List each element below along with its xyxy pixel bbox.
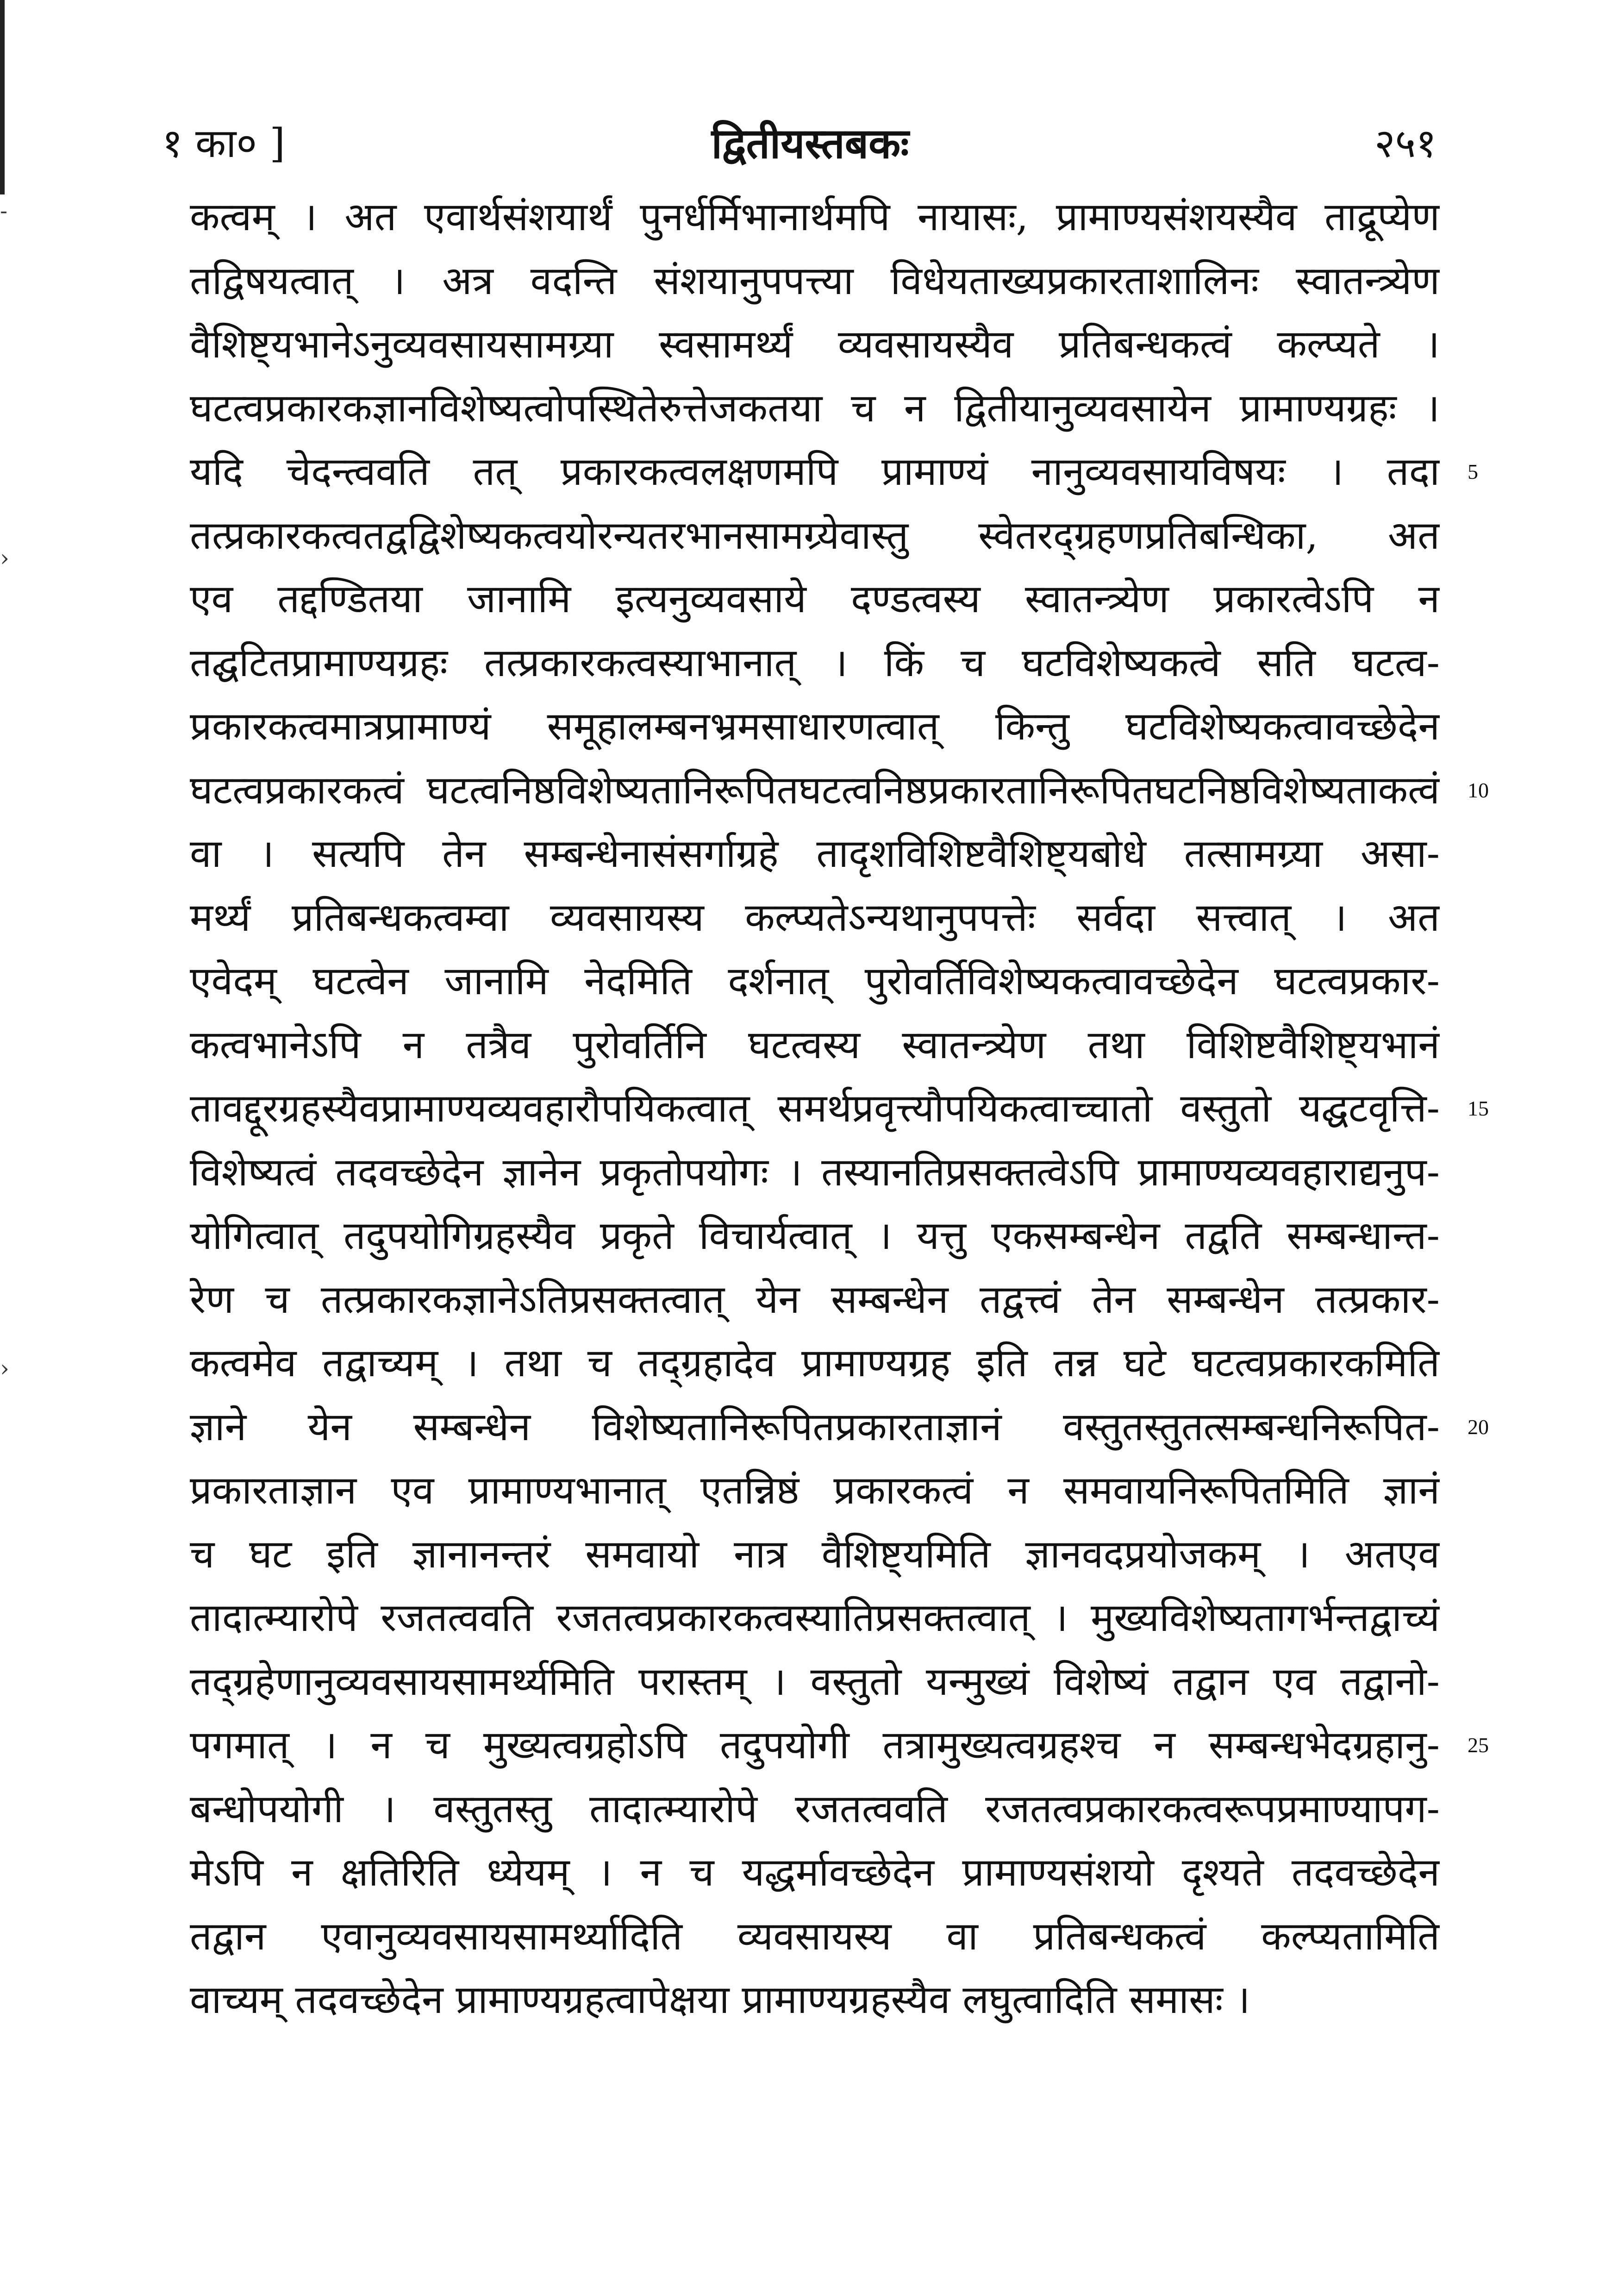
line-number: 20 (1468, 1415, 1489, 1439)
header-chapter-title: द्वितीयस्तबकः (711, 119, 909, 168)
text-line: कत्वभानेऽपि न तत्रैव पुरोवर्तिनि घटत्वस्य स्वातन्त्र्येण तथा विशिष्टवैशिष्ट्यभानं (190, 1022, 1440, 1067)
text-line: वैशिष्ट्यभानेऽनुव्यवसायसामग्र्या स्वसामर्थ्यं व्यवसायस्यैव प्रतिबन्धकत्वं कल्प्यते । (190, 321, 1440, 367)
line-number: 25 (1468, 1733, 1489, 1757)
body-text (190, 185, 1440, 2032)
text-line: वाच्यम् तदवच्छेदेन प्रामाण्यग्रहत्वापेक्षया प्रामाण्यग्रहस्यैव लघुत्वादिति समासः । (190, 1977, 1250, 2022)
text-line: प्रकारताज्ञान एव प्रामाण्यभानात् एतन्निष्ठं प्रकारकत्वं न समवायनिरूपितमिति ज्ञानं (190, 1467, 1440, 1513)
text-line: तावद्दूरग्रहस्यैवप्रामाण्यव्यवहारौपयिकत्वात् समर्थप्रवृत्त्यौपयिकत्वाच्चातो वस्तुतो यद्घटवृत्ति- (190, 1085, 1440, 1131)
page-header (0, 116, 1624, 176)
text-line: घटत्वप्रकारकत्वं घटत्वनिष्ठविशेष्यतानिरूपितघटत्वनिष्ठप्रकारतानिरूपितघटनिष्ठविशेष्यताकत्वं (190, 767, 1440, 813)
margin-mark: › (0, 545, 9, 571)
text-line: कत्वमेव तद्वाच्यम् । तथा च तद्ग्रहादेव प्रामाण्यग्रह इति तन्न घटे घटत्वप्रकारकमिति (190, 1340, 1440, 1385)
text-line: एव तद्दण्डितया जानामि इत्यनुव्यवसाये दण्डत्वस्य स्वातन्त्र्येण प्रकारत्वेऽपि न (190, 576, 1440, 621)
text-line: मेऽपि न क्षतिरिति ध्येयम् । न च यद्धर्मावच्छेदेन प्रामाण्यसंशयो दृश्यते तदवच्छेदेन (190, 1849, 1440, 1895)
text-line: तद्विषयत्वात् । अत्र वदन्ति संशयानुपपत्त्या विधेयताख्यप्रकारताशालिनः स्वातन्त्र्येण (190, 257, 1440, 303)
margin-mark: ˗ (0, 197, 8, 224)
text-line: एवेदम् घटत्वेन जानामि नेदमिति दर्शनात् पुरोवर्तिविशेष्यकत्वावच्छेदेन घटत्वप्रकार- (190, 958, 1440, 1003)
text-line: प्रकारकत्वमात्रप्रामाण्यं समूहालम्बनभ्रमसाधारणत्वात् किन्तु घटविशेष्यकत्वावच्छेदेन (190, 703, 1440, 749)
page-number: २५१ (1374, 120, 1437, 167)
text-line: मर्थ्यं प्रतिबन्धकत्वम्वा व्यवसायस्य कल्प्यतेऽन्यथानुपपत्तेः सर्वदा सत्त्वात् । अत (190, 894, 1440, 940)
text-line: तत्प्रकारकत्वतद्वद्विशेष्यकत्वयोरन्यतरभानसामग्र्येवास्तु स्वेतरद्ग्रहणप्रतिबन्धिका, अत (190, 512, 1440, 558)
text-line: तद्घटितप्रामाण्यग्रहः तत्प्रकारकत्वस्याभानात् । किं च घटविशेष्यकत्वे सति घटत्व- (190, 639, 1440, 685)
text-line: तद्वान एवानुव्यवसायसामर्थ्यादिति व्यवसायस्य वा प्रतिबन्धकत्वं कल्प्यतामिति (190, 1913, 1440, 1959)
text-line: वा । सत्यपि तेन सम्बन्धेनासंसर्गाग्रहे तादृशविशिष्टवैशिष्ट्यबोधे तत्सामग्र्या असा- (190, 831, 1440, 876)
line-number: 15 (1468, 1097, 1489, 1120)
text-line: विशेष्यत्वं तदवच्छेदेन ज्ञानेन प्रकृतोपयोगः । तस्यानतिप्रसक्तत्वेऽपि प्रामाण्यव्यवहाराद्यनुप- (190, 1149, 1440, 1195)
text-line: योगित्वात् तदुपयोगिग्रहस्यैव प्रकृते विचार्यत्वात् । यत्तु एकसम्बन्धेन तद्वति सम्बन्धान्त- (190, 1213, 1440, 1258)
line-number: 10 (1468, 778, 1489, 802)
margin-mark: › (0, 1355, 9, 1382)
text-line: यदि चेदन्त्ववति तत् प्रकारकत्वलक्षणमपि प्रामाण्यं नानुव्यवसायविषयः । तदा (190, 449, 1440, 494)
text-line: ज्ञाने येन सम्बन्धेन विशेष्यतानिरूपितप्रकारताज्ञानं वस्तुतस्तुतत्सम्बन्धनिरूपित- (190, 1404, 1440, 1449)
text-line: रेण च तत्प्रकारकज्ञानेऽतिप्रसक्तत्वात् येन सम्बन्धेन तद्वत्त्वं तेन सम्बन्धेन तत्प्रकार- (190, 1276, 1440, 1322)
header-section-ref: १ का० ] (162, 120, 285, 167)
text-line: तादात्म्यारोपे रजतत्ववति रजतत्वप्रकारकत्वस्यातिप्रसक्तत्वात् । मुख्यविशेष्यतागर्भन्तद्वाच्यं (190, 1595, 1440, 1640)
text-line: तद्ग्रहेणानुव्यवसायसामर्थ्यमिति परास्तम् । वस्तुतो यन्मुख्यं विशेष्यं तद्वान एव तद्वानो- (190, 1658, 1440, 1704)
line-number: 5 (1468, 460, 1478, 483)
text-line: घटत्वप्रकारकज्ञानविशेष्यत्वोपस्थितेरुत्तेजकतया च न द्वितीयानुव्यवसायेन प्रामाण्यग्रहः । (190, 385, 1440, 431)
text-line: च घट इति ज्ञानानन्तरं समवायो नात्र वैशिष्ट्यमिति ज्ञानवदप्रयोजकम् । अतएव (190, 1531, 1440, 1577)
text-line: पगमात् । न च मुख्यत्वग्रहोऽपि तदुपयोगी तत्रामुख्यत्वग्रहश्च न सम्बन्धभेदग्रहानु- (190, 1722, 1440, 1768)
text-line: कत्वम् । अत एवार्थसंशयार्थं पुनर्धर्मिभानार्थमपि नायासः, प्रामाण्यसंशयस्यैव ताद्रूप्येण (190, 194, 1440, 239)
text-line: बन्धोपयोगी । वस्तुतस्तु तादात्म्यारोपे रजतत्ववति रजतत्वप्रकारकत्वरूपप्रमाण्यापग- (190, 1786, 1440, 1831)
